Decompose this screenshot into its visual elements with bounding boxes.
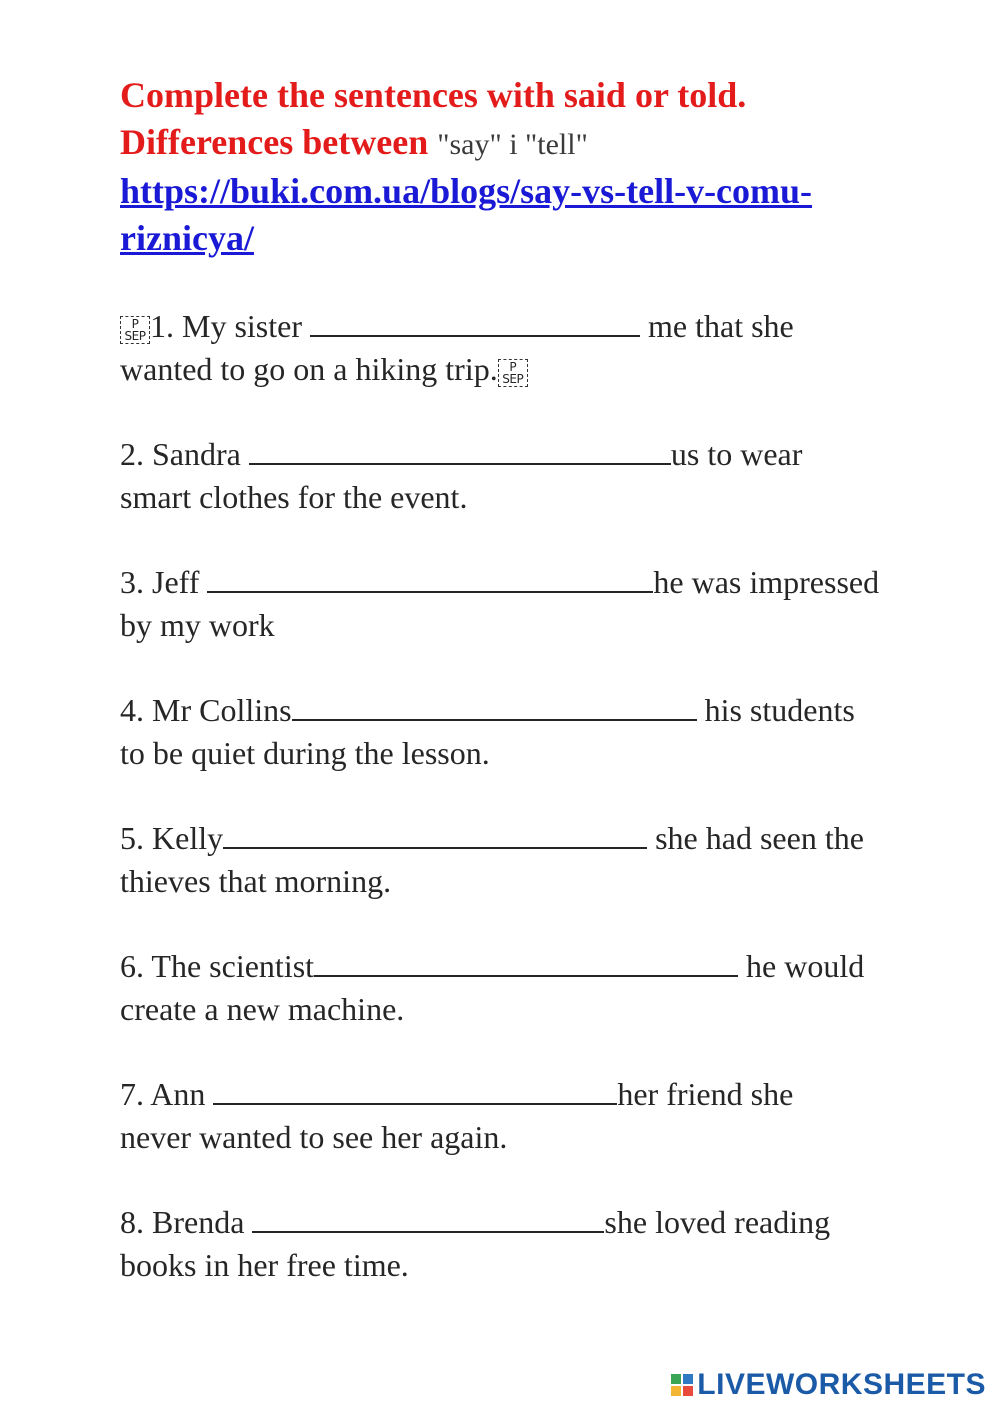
item-text-before: 4. Mr Collins bbox=[120, 692, 292, 728]
exercise-item-8 bbox=[120, 1201, 950, 1286]
exercise-item-3 bbox=[120, 561, 950, 646]
logo-square-1 bbox=[671, 1374, 681, 1384]
liveworksheets-logo-icon bbox=[671, 1374, 693, 1396]
item-text-line2: never wanted to see her again. bbox=[120, 1119, 508, 1155]
instructions-title: Complete the sentences with said or told. bbox=[120, 75, 747, 115]
exercise-list bbox=[120, 305, 950, 1329]
answer-blank-4[interactable] bbox=[292, 693, 697, 721]
item-text-line2: create a new machine. bbox=[120, 991, 405, 1027]
sep-glyph-icon: P SEP bbox=[498, 359, 528, 387]
exercise-item-5 bbox=[120, 817, 950, 902]
answer-blank-5[interactable] bbox=[223, 821, 647, 849]
answer-blank-3[interactable] bbox=[207, 565, 653, 593]
item-text-line2: thieves that morning. bbox=[120, 863, 392, 899]
answer-blank-8[interactable] bbox=[252, 1205, 604, 1233]
sep-glyph-icon: P SEP bbox=[120, 316, 150, 344]
item-text-after: me that she bbox=[640, 308, 794, 344]
liveworksheets-watermark bbox=[671, 1368, 986, 1402]
answer-blank-1[interactable] bbox=[310, 309, 640, 337]
answer-blank-7[interactable] bbox=[213, 1077, 617, 1105]
exercise-item-1 bbox=[120, 305, 950, 390]
item-text-after: us to wear bbox=[670, 436, 803, 472]
exercise-item-2 bbox=[120, 433, 950, 518]
item-text-before: 5. Kelly bbox=[120, 820, 224, 856]
item-text-line2: books in her free time. bbox=[120, 1247, 409, 1283]
item-text-after: she had seen the bbox=[647, 820, 864, 856]
item-text-line2: wanted to go on a hiking trip. bbox=[120, 351, 498, 387]
item-text-before: 3. Jeff bbox=[120, 564, 208, 600]
exercise-item-4 bbox=[120, 689, 950, 774]
logo-square-3 bbox=[671, 1386, 681, 1396]
item-text-after: her friend she bbox=[617, 1076, 794, 1112]
differences-label: Differences between bbox=[120, 122, 429, 162]
item-text-before: 6. The scientist bbox=[120, 948, 315, 984]
item-text-before: 8. Brenda bbox=[120, 1204, 253, 1240]
reference-link-line-2[interactable]: riznicya/ bbox=[120, 218, 254, 258]
item-text-line2: smart clothes for the event. bbox=[120, 479, 468, 515]
logo-square-2 bbox=[683, 1374, 693, 1384]
answer-blank-2[interactable] bbox=[249, 437, 671, 465]
differences-line bbox=[120, 119, 940, 168]
item-text-before: 7. Ann bbox=[120, 1076, 214, 1112]
reference-link[interactable] bbox=[120, 168, 940, 262]
item-text-line2: to be quiet during the lesson. bbox=[120, 735, 490, 771]
item-text-line2: by my work bbox=[120, 607, 275, 643]
item-text-before: 2. Sandra bbox=[120, 436, 249, 472]
exercise-item-7 bbox=[120, 1073, 950, 1158]
brand-name: LIVEWORKSHEETS bbox=[697, 1368, 986, 1401]
item-text-after: he would bbox=[738, 948, 865, 984]
exercise-item-6 bbox=[120, 945, 950, 1030]
answer-blank-6[interactable] bbox=[314, 949, 738, 977]
logo-square-4 bbox=[683, 1386, 693, 1396]
worksheet-header bbox=[120, 72, 940, 262]
item-text-before: 1. My sister bbox=[150, 308, 310, 344]
item-text-after: he was impressed bbox=[653, 564, 880, 600]
say-tell-label: "say" i "tell" bbox=[437, 128, 588, 161]
reference-link-line-1[interactable]: https://buki.com.ua/blogs/say-vs-tell-v-comu- bbox=[120, 171, 813, 211]
item-text-after: she loved reading bbox=[604, 1204, 831, 1240]
item-text-after: his students bbox=[696, 692, 855, 728]
